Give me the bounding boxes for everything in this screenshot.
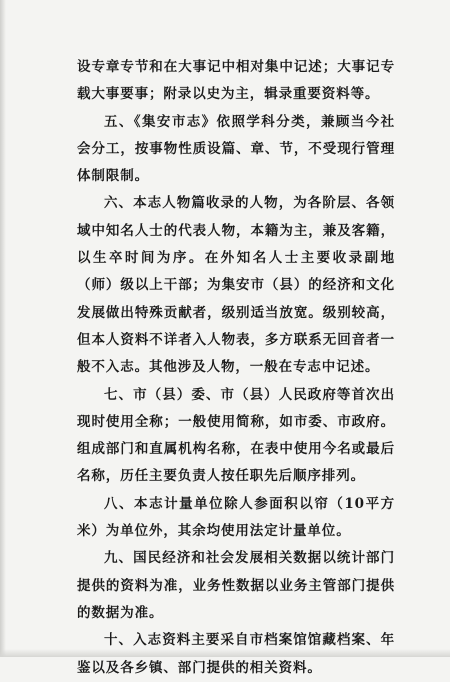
paragraph-item-10: 十、入志资料主要采自市档案馆馆藏档案、年鉴以及各乡镇、部门提供的相关资料。 — [77, 632, 395, 676]
paragraph-item-6: 六、本志人物篇收录的人物，为各阶层、各领域中知名人士的代表人物，本籍为主，兼及客籍，以生卒时间为序。在外知名人士主要收录副地（师）级以上干部；为集安市（县）的经济和文化发展做出特殊贡献者，级别适当放宽。级别较高，但本人资料不详者入人物表，多方联系无回音者一般不入志。其他涉及人物，一般在专志中记述。 — [77, 195, 395, 376]
paragraph-item-8: 八、本志计量单位除人参面积以帘（10平方米）为单位外，其余均使用法定计量单位。 — [77, 495, 395, 540]
paragraph-item-5: 五、《集安市志》依照学科分类，兼顾当今社会分工，按事物性质设篇、章、节，不受现行管理体制限制。 — [77, 113, 395, 185]
body-text — [77, 54, 395, 682]
scan-shadow-left — [0, 0, 6, 657]
paragraph-item-9: 九、国民经济和社会发展相关数据以统计部门提供的资料为准，业务性数据以业务主管部门提供的数据为准。 — [77, 550, 395, 621]
paragraph-item-7: 七、市（县）委、市（县）人民政府等首次出现时使用全称；一般使用简称，如市委、市政府。组成部门和直属机构名称，在表中使用今名或最后名称，历任主要负责人按任职先后顺序排列。 — [77, 386, 395, 485]
paragraph-continuation: 设专章专节和在大事记中相对集中记述；大事记专载大事要事；附录以史为主，辑录重要资料等。 — [77, 59, 395, 103]
